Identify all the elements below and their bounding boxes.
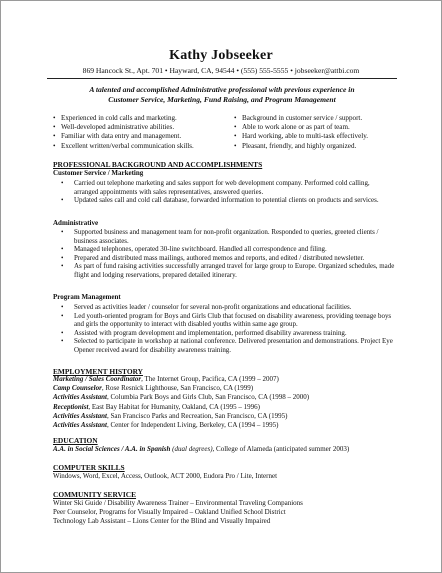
summary-line: Customer Service, Marketing, Fund Raising, and Program Management: [108, 95, 336, 104]
computer-skills-line: Windows, Word, Excel, Access, Outlook, ACT 2000, Eudora Pro / Lite, Internet: [53, 472, 278, 480]
subheading-program-management: Program Management: [53, 293, 121, 301]
summary-line: A talented and accomplished Administrative professional with previous experience in: [89, 85, 355, 94]
degree-note: (dual degrees): [172, 445, 213, 453]
skills-right-column: [234, 114, 368, 151]
list-item: • Led youth-oriented program for Boys and Girls Club that focused on disability awareness, providing teenage boys and girls the opportunity to interact with disabled youths within same age group.: [61, 312, 395, 329]
list-item: • Carried out telephone marketing and sales support for web development company. Performed cold calling, arranged appointments with sales representatives, answered queries.: [61, 179, 395, 196]
education-entry: [53, 445, 398, 454]
job-entry: [53, 412, 398, 421]
skill-item: • Experienced in cold calls and marketing.: [53, 114, 194, 123]
section-heading-community: COMMUNITY SERVICE: [53, 490, 137, 499]
skills-left-column: [53, 114, 194, 151]
skill-item: • Hard working, able to multi-task effectively.: [234, 132, 368, 141]
list-item: • Prepared and distributed mass mailings, authored memos and reports, and edited / distributed newsletter.: [61, 254, 395, 263]
summary-statement: [41, 85, 403, 105]
job-detail: , San Francisco Parks and Recreation, San Francisco, CA (1995): [107, 411, 288, 420]
school: , College of Alameda (anticipated summer 2003): [212, 445, 350, 453]
section-heading-education: EDUCATION: [53, 436, 98, 445]
community-item: Technology Lab Assistant – Lions Center for the Blind and Visually Impaired: [53, 517, 271, 526]
computer-skills: [53, 472, 398, 481]
list-item: • Updated sales call and cold call database, forwarded information to potential clients on products and services.: [61, 196, 395, 205]
degree: A.A. in Social Sciences / A.A. in Spanish: [53, 445, 171, 453]
community-list: [53, 499, 398, 527]
community-item: Winter Ski Guide / Disability Awareness Trainer – Environmental Traveling Companions: [53, 499, 303, 507]
job-role: Activities Assistant: [53, 421, 107, 430]
program-management-list: [61, 303, 395, 355]
list-item: • Supported business and management team for non-profit organization. Responded to queries, greeted clients / business associates.: [61, 228, 395, 245]
employment-list: [53, 375, 398, 430]
candidate-name: Kathy Jobseeker: [169, 48, 273, 63]
skill-item: • Able to work alone or as part of team.: [234, 123, 368, 132]
job-detail: , Columbia Park Boys and Girls Club, San Francisco, CA (1998 – 2000): [107, 393, 310, 402]
section-heading-employment: EMPLOYMENT HISTORY: [53, 367, 144, 376]
job-role: Marketing / Sales Coordinator: [53, 375, 142, 383]
contact-line: 869 Hancock St., Apt. 701 • Hayward, CA, 94544 • (555) 555-5555 • jobseeker@attbi.com: [82, 66, 360, 75]
section-heading-computer-skills: COMPUTER SKILLS: [53, 463, 125, 472]
skill-item: • Background in customer service / support.: [234, 114, 368, 123]
job-entry: [53, 393, 398, 402]
customer-service-list: [61, 179, 395, 205]
job-detail: , East Bay Habitat for Humanity, Oakland, CA (1995 – 1996): [88, 402, 260, 411]
administrative-list: [61, 228, 395, 280]
subheading-customer-service: Customer Service / Marketing: [53, 169, 144, 177]
education-line: [53, 445, 398, 454]
job-detail: , Center for Independent Living, Berkeley, CA (1994 – 1995): [107, 421, 279, 430]
skill-item: • Well-developed administrative abilities.: [53, 123, 194, 132]
list-item: • Assisted with program development and implementation, performed disability awareness training.: [61, 329, 395, 338]
job-entry: [53, 403, 398, 412]
subheading-administrative: Administrative: [53, 219, 99, 227]
job-detail: , The Internet Group, Pacifica, CA (1999 – 2007): [141, 375, 279, 383]
job-role: Camp Counselor: [53, 384, 102, 393]
list-item: • As part of fund raising activities successfully arranged travel for large group to Europe. Organized schedules, made flight and lodging reservations, prepared detailed itinerary.: [61, 262, 395, 279]
job-detail: , Rose Resnick Lighthouse, San Francisco, CA (1999): [101, 384, 254, 393]
list-item: • Managed telephones, operated 30-line switchboard. Handled all correspondence and filing.: [61, 245, 395, 254]
list-item: • Served as activities leader / counselor for several non-profit organizations and educational facilities.: [61, 303, 395, 312]
skill-item: • Pleasant, friendly, and highly organized.: [234, 142, 368, 151]
header-divider: [47, 78, 397, 79]
job-role: Activities Assistant: [53, 393, 107, 402]
job-role: Receptionist: [53, 402, 89, 411]
skill-item: • Excellent written/verbal communication skills.: [53, 142, 194, 151]
list-item: • Selected to participate in workshop at national conference. Delivered presentation and demonstrations. Project Eye Opener received award for disability awareness training.: [61, 337, 395, 354]
community-item: Peer Counselor, Programs for Visually Impaired – Oakland Unified School District: [53, 508, 286, 517]
section-heading-background: PROFESSIONAL BACKGROUND AND ACCOMPLISHMENTS: [53, 160, 263, 169]
skill-item: • Familiar with data entry and management.: [53, 132, 194, 141]
job-entry: [53, 421, 398, 430]
job-role: Activities Assistant: [53, 411, 107, 420]
job-entry: [53, 375, 398, 384]
job-entry: [53, 384, 398, 393]
